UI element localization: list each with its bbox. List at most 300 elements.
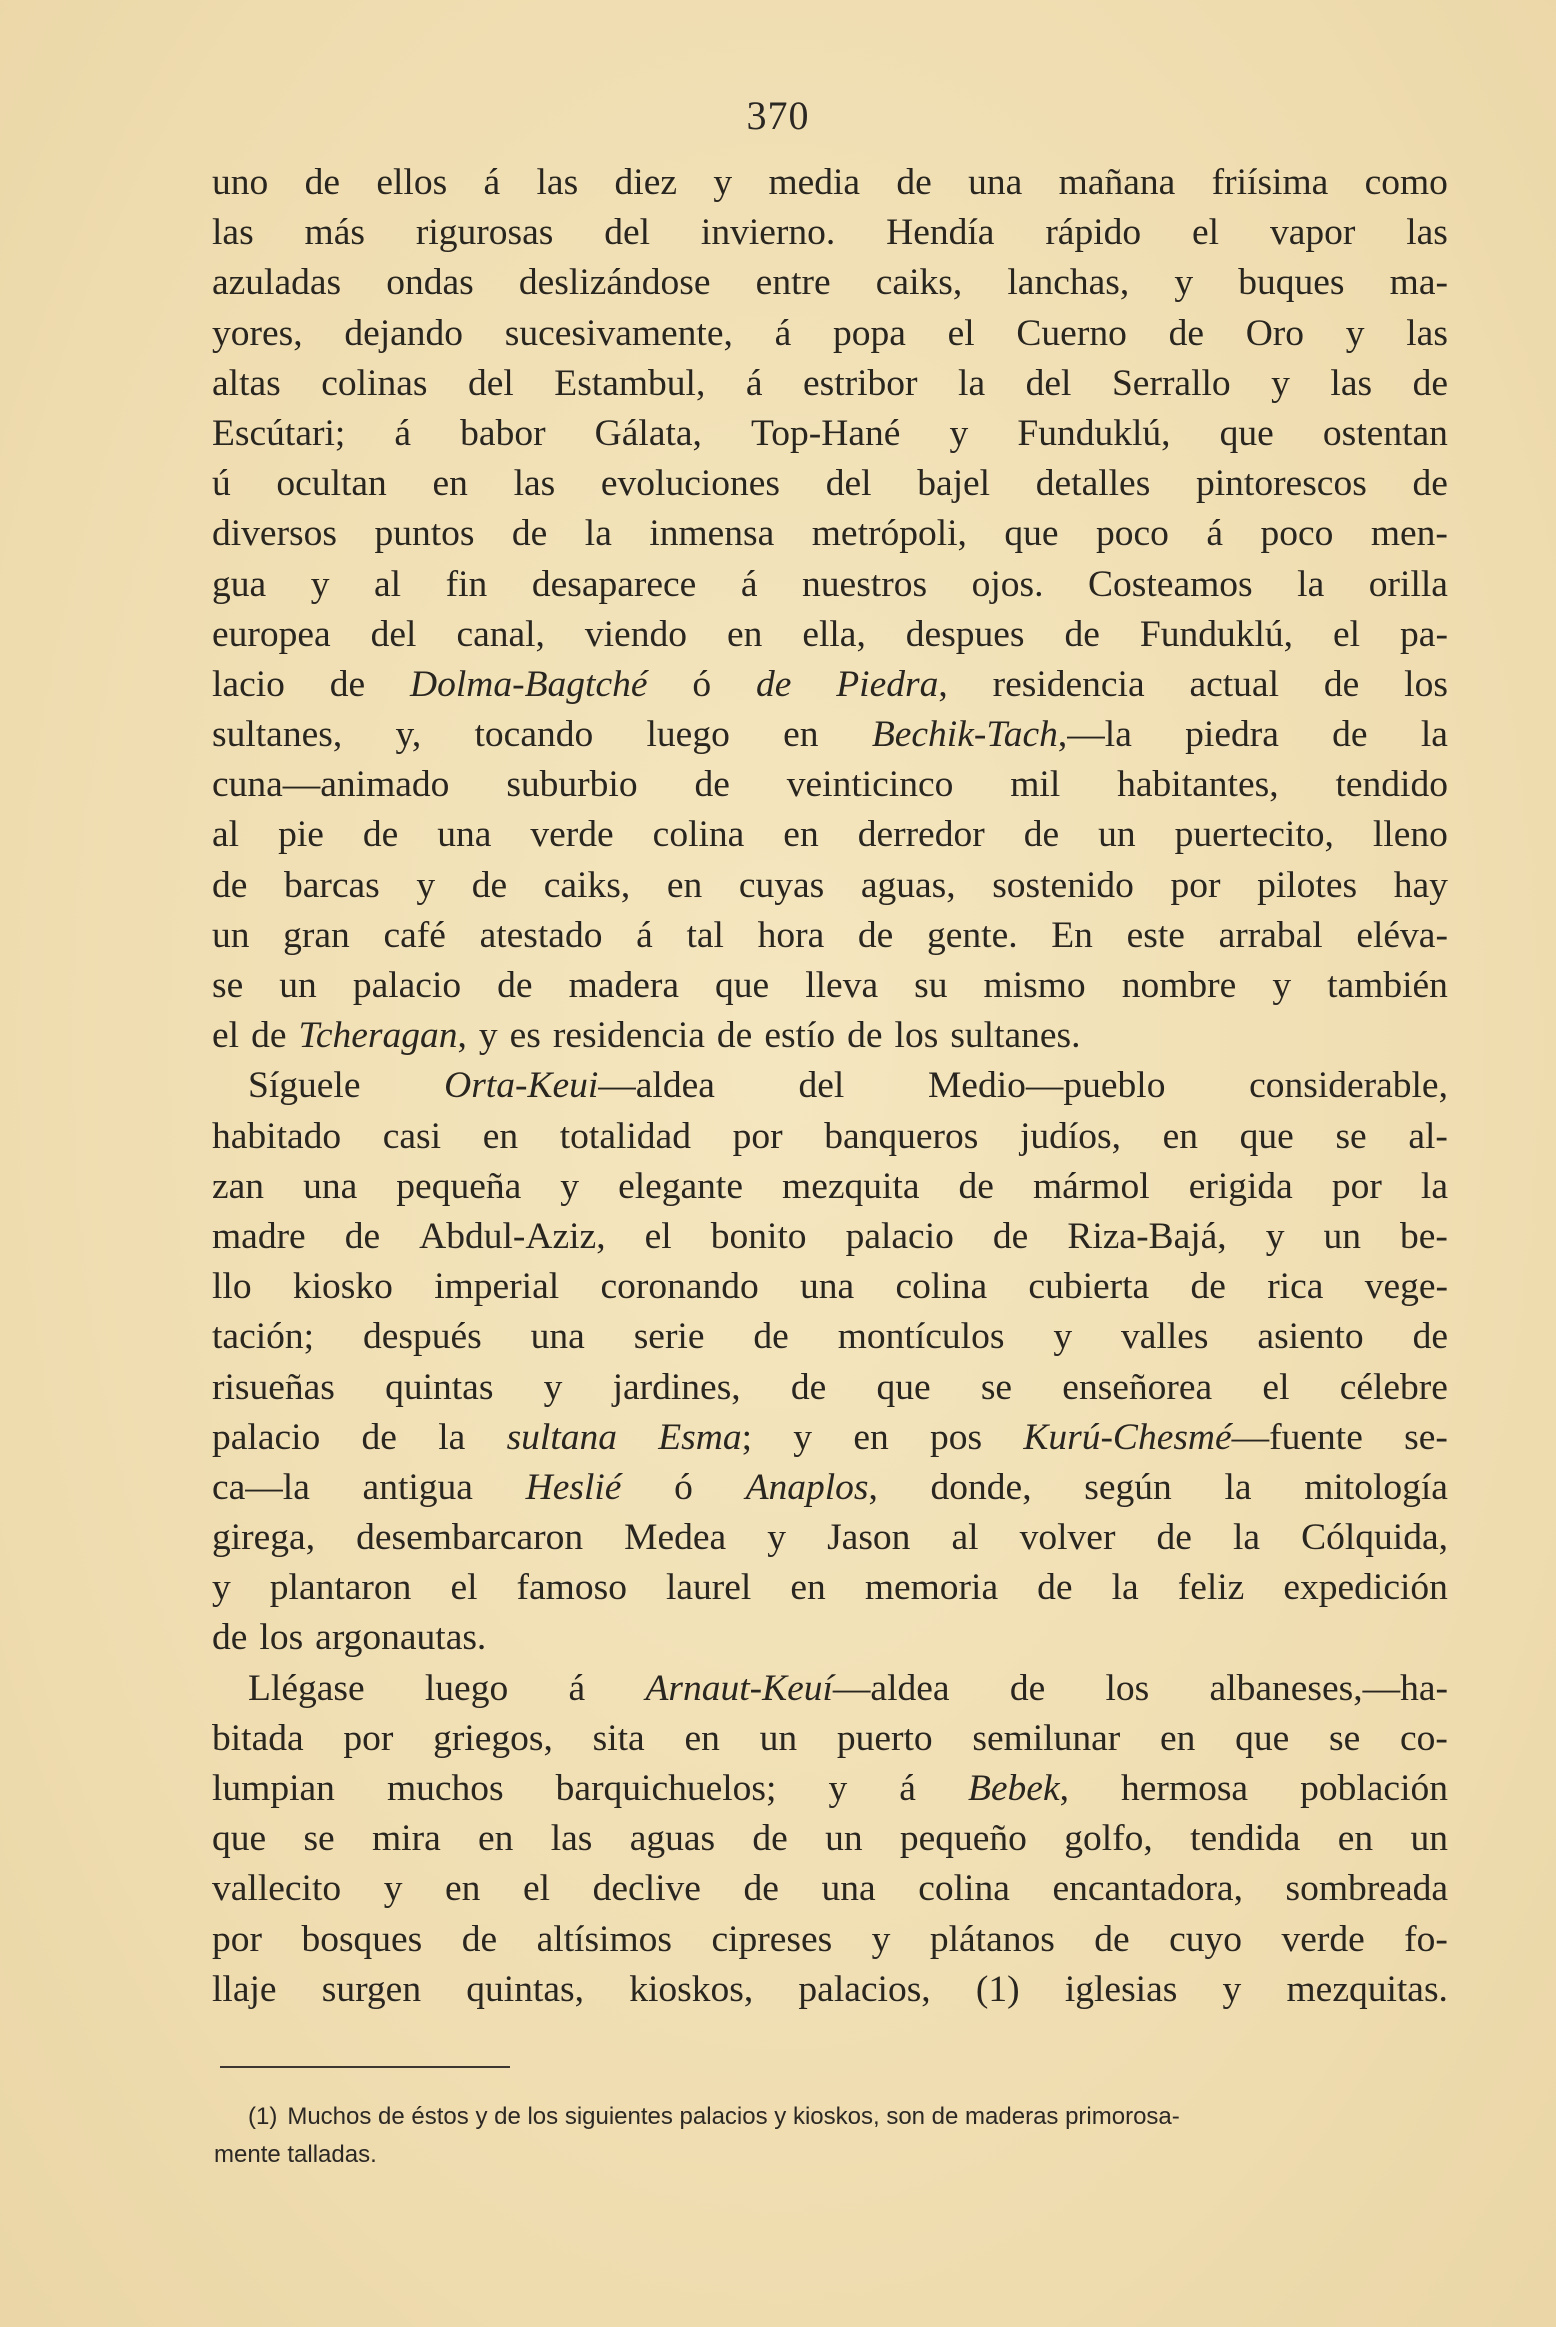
word: mil <box>1010 764 1061 806</box>
word: de <box>329 663 366 705</box>
word: las <box>1406 212 1448 254</box>
word: en <box>684 1717 720 1759</box>
word: de <box>1094 1918 1130 1960</box>
word: de <box>1023 814 1060 856</box>
word: europea <box>212 613 331 655</box>
text-line <box>212 1413 1448 1463</box>
word: este <box>1126 914 1185 956</box>
word: pie <box>278 814 324 856</box>
word: poco <box>1260 513 1334 555</box>
word: los <box>1105 1667 1150 1709</box>
word <box>756 660 791 710</box>
word: llaje <box>212 1968 277 2010</box>
word: colinas <box>321 362 428 404</box>
word: ellos <box>376 162 448 203</box>
word: tendida <box>1190 1818 1301 1860</box>
word: mitología <box>1304 1466 1448 1508</box>
word: de <box>461 1918 498 1960</box>
word: en <box>783 814 819 856</box>
word: Llégase <box>248 1667 365 1709</box>
word: tación; <box>212 1316 315 1358</box>
word: se- <box>1404 1416 1448 1458</box>
word: be- <box>1400 1215 1448 1257</box>
word: jardines, <box>612 1366 741 1408</box>
text-line <box>212 1664 1448 1714</box>
word: babor <box>460 412 546 454</box>
word: ella, <box>802 613 866 655</box>
word: de <box>694 764 730 806</box>
word: el <box>1262 1366 1290 1408</box>
italic-text: sultana <box>506 1416 617 1458</box>
word: de <box>857 914 894 956</box>
word: por <box>212 1918 262 1960</box>
word: de <box>1412 1316 1448 1358</box>
word: en <box>1159 1717 1196 1759</box>
word: Abdul-Aziz, <box>419 1215 606 1257</box>
word: Oro <box>1245 312 1305 354</box>
word: á <box>483 162 501 203</box>
word: hay <box>1393 864 1448 906</box>
word: Top-Hané <box>751 412 901 454</box>
word: lumpian <box>212 1768 335 1809</box>
word: girega, <box>212 1517 316 1559</box>
word: y <box>1271 362 1290 404</box>
word: suburbio <box>506 764 638 806</box>
word: de <box>1156 1517 1192 1559</box>
italic-text: de <box>755 663 792 705</box>
word: en <box>1337 1818 1374 1860</box>
word: mañana <box>1058 162 1176 203</box>
word: después <box>362 1316 482 1358</box>
word <box>507 1413 617 1463</box>
word: como <box>1364 162 1448 203</box>
word: de <box>1323 663 1360 705</box>
word: de <box>361 1416 397 1458</box>
word: una <box>968 162 1023 203</box>
word: quintas, <box>466 1968 584 2010</box>
word: á <box>899 1768 916 1809</box>
text-line <box>212 1112 1448 1162</box>
word: plantaron <box>269 1567 412 1609</box>
word: de <box>497 965 533 1006</box>
word: tendido <box>1335 764 1448 806</box>
word: Kurú-Chesmé—fuente <box>1023 1416 1363 1458</box>
word: al <box>374 563 402 605</box>
word: nombre <box>1121 965 1237 1006</box>
text-line <box>212 1764 1448 1814</box>
word: Bebek, <box>968 1768 1069 1809</box>
word: Estambul, <box>554 362 706 404</box>
word: de <box>344 1215 381 1257</box>
word: gua <box>212 563 267 605</box>
word: hermosa <box>1121 1768 1249 1809</box>
word: kiosko <box>292 1266 393 1308</box>
word: estío <box>764 1015 836 1057</box>
word: en <box>666 864 703 906</box>
word: uno <box>212 162 269 203</box>
word: ú <box>212 463 231 505</box>
word: el <box>644 1215 672 1257</box>
word: el <box>212 1015 240 1057</box>
word: de <box>790 1366 827 1408</box>
text-line <box>212 509 1448 559</box>
word: el <box>1192 212 1220 254</box>
word: puntos <box>374 513 475 555</box>
word: de <box>753 1316 789 1358</box>
word: mezquitas. <box>1286 1968 1448 2010</box>
word: quintas <box>385 1366 494 1408</box>
word: por <box>343 1717 394 1759</box>
word: coronando <box>600 1266 759 1308</box>
word: Tcheragan, <box>298 1015 467 1057</box>
word: la <box>1224 1466 1252 1508</box>
word: y <box>416 864 436 906</box>
word: que <box>1239 1115 1294 1157</box>
word: imperial <box>434 1266 560 1308</box>
word: y <box>1174 262 1194 304</box>
word: pilotes <box>1257 864 1358 906</box>
word: men- <box>1370 513 1448 555</box>
word: altas <box>212 362 281 404</box>
text-line <box>212 459 1448 509</box>
word: tal <box>686 914 724 956</box>
word: rápido <box>1045 212 1142 254</box>
word: veinticinco <box>786 764 954 806</box>
word: fo- <box>1404 1918 1448 1960</box>
word: Funduklú, <box>1139 613 1294 655</box>
text-line <box>212 1061 1448 1111</box>
word: atestado <box>479 914 603 956</box>
word: de <box>1412 463 1448 505</box>
word: del <box>798 1065 845 1107</box>
word: las <box>513 463 556 505</box>
word: á <box>745 362 763 404</box>
word: célebre <box>1339 1366 1448 1408</box>
word: friísima <box>1211 162 1329 203</box>
word: buques <box>1238 262 1345 304</box>
word: á <box>568 1667 586 1709</box>
word: judíos, <box>1019 1115 1122 1157</box>
word: las <box>1330 362 1373 404</box>
word: y <box>560 1165 580 1207</box>
word: kioskos, <box>629 1968 754 2010</box>
word: de <box>1064 613 1100 655</box>
word: los <box>259 1617 304 1659</box>
word: Medio—pueblo <box>927 1065 1166 1107</box>
word: montículos <box>837 1316 1005 1358</box>
word: de <box>362 814 399 856</box>
word: Arnaut-Keuí—aldea <box>645 1667 950 1709</box>
word: deslizándose <box>518 262 711 304</box>
word: la <box>584 513 612 555</box>
word: se <box>1329 1717 1361 1759</box>
word: que <box>212 1818 267 1860</box>
word: que <box>1004 513 1059 555</box>
word: pa- <box>1400 613 1448 655</box>
text-line <box>212 810 1448 860</box>
word: lanchas, <box>1007 262 1130 304</box>
word: famoso <box>516 1567 627 1609</box>
word: nuestros <box>802 563 928 605</box>
word: aguas <box>629 1818 716 1860</box>
word: laurel <box>665 1567 752 1609</box>
text-line <box>212 1212 1448 1262</box>
word: totalidad <box>559 1115 691 1157</box>
word: sombreada <box>1285 1868 1448 1910</box>
word: y, <box>395 714 422 756</box>
text-line <box>212 1011 1448 1061</box>
word: por <box>1170 864 1221 906</box>
word: la <box>1297 563 1325 605</box>
word: diversos <box>212 513 337 555</box>
word: una <box>800 1266 855 1308</box>
word: ojos. <box>971 563 1044 605</box>
word: y <box>1265 1215 1285 1257</box>
word: ma- <box>1389 262 1448 304</box>
word: palacio <box>845 1215 954 1257</box>
italic-text: Orta-Keui <box>444 1065 599 1107</box>
italic-text: Bebek <box>968 1768 1060 1809</box>
word: llo <box>212 1266 252 1308</box>
word: memoria <box>864 1567 999 1609</box>
word: en <box>432 463 468 505</box>
word: bonito <box>710 1215 807 1257</box>
word: inmensa <box>649 513 775 555</box>
word: Escútari; <box>212 412 346 454</box>
word: semilunar <box>972 1717 1121 1759</box>
word: en <box>1162 1115 1199 1157</box>
word: banqueros <box>824 1115 979 1157</box>
word: una <box>821 1868 876 1910</box>
word: iglesias <box>1064 1968 1178 2010</box>
word: y <box>543 1366 563 1408</box>
word: Bechik-Tach,—la <box>871 714 1132 756</box>
word: una <box>437 814 492 856</box>
word: de <box>752 1818 788 1860</box>
text-line <box>212 359 1448 409</box>
word: de <box>212 1617 248 1659</box>
word: golfo, <box>1064 1818 1153 1860</box>
word: de <box>1412 362 1448 404</box>
word: (1) <box>975 1968 1020 2010</box>
word: plátanos <box>929 1918 1055 1960</box>
text-line <box>212 1864 1448 1914</box>
word: cuyo <box>1169 1918 1243 1960</box>
word: del <box>370 613 417 655</box>
word: y <box>949 412 969 454</box>
word: griegos, <box>433 1717 553 1759</box>
word: azuladas <box>212 262 342 304</box>
word: caiks, <box>543 864 631 906</box>
word: erigida <box>1188 1165 1293 1207</box>
word: las <box>1406 312 1448 354</box>
word: zan <box>212 1165 265 1207</box>
word: en <box>478 1818 514 1860</box>
word: Hendía <box>886 212 995 254</box>
word: estribor <box>802 362 918 404</box>
word: desembarcaron <box>356 1517 584 1559</box>
word: al <box>212 814 240 856</box>
text-line <box>212 1915 1448 1965</box>
word: un <box>212 914 250 956</box>
word: de <box>471 864 508 906</box>
word: palacios, <box>798 1968 931 2010</box>
word: bitada <box>212 1717 304 1759</box>
word: por <box>732 1115 783 1157</box>
italic-text: Heslié <box>525 1466 622 1508</box>
word: por <box>1331 1165 1382 1207</box>
italic-text: Piedra <box>836 663 939 705</box>
word: Jason <box>827 1517 911 1559</box>
word: y <box>871 1918 891 1960</box>
word: barcas <box>284 864 380 906</box>
word: luego <box>646 714 730 756</box>
text-line <box>212 1312 1448 1362</box>
word: los <box>894 1015 939 1057</box>
word: pintorescos <box>1195 463 1367 505</box>
word: población <box>1300 1768 1448 1809</box>
word: del <box>467 362 514 404</box>
word: puerto <box>836 1717 933 1759</box>
word: del <box>825 463 872 505</box>
word: un <box>1323 1215 1361 1257</box>
word: un <box>279 965 317 1006</box>
word: barquichuelos; <box>555 1768 777 1809</box>
word: mira <box>372 1818 441 1860</box>
word: fin <box>445 563 488 605</box>
text-line <box>212 258 1448 308</box>
word: el <box>523 1868 551 1910</box>
word: y <box>383 1868 403 1910</box>
word: en <box>790 1567 826 1609</box>
word: y <box>1272 965 1292 1006</box>
text-line <box>212 1162 1448 1212</box>
word: pos <box>929 1416 983 1458</box>
text-line <box>212 409 1448 459</box>
word: risueñas <box>212 1366 335 1408</box>
word: un <box>825 1818 863 1860</box>
word: antigua <box>362 1466 473 1508</box>
word: su <box>914 965 948 1006</box>
italic-text: Tcheragan <box>298 1015 458 1057</box>
word: bosques <box>301 1918 423 1960</box>
word: hora <box>757 914 825 956</box>
word: y <box>1222 1968 1242 2010</box>
word: popa <box>832 312 906 354</box>
word: tocando <box>474 714 594 756</box>
word: en <box>853 1416 889 1458</box>
word: Medea <box>624 1517 727 1559</box>
word: luego <box>424 1667 509 1709</box>
word: Serrallo <box>1111 362 1231 404</box>
italic-text: Esma <box>658 1416 742 1458</box>
word: Riza-Bajá, <box>1067 1215 1227 1257</box>
word: cuna—animado <box>212 764 450 806</box>
word: caiks, <box>875 262 963 304</box>
word: Esma; <box>658 1416 753 1458</box>
footnote-rule <box>220 2066 510 2068</box>
word: y <box>1053 1316 1073 1358</box>
word: altísimos <box>536 1918 672 1960</box>
word: gran <box>283 914 350 956</box>
word: se <box>303 1818 335 1860</box>
word: diez <box>614 162 677 203</box>
word: colina <box>918 1868 1010 1910</box>
word: de <box>1037 1567 1073 1609</box>
word: colina <box>895 1266 988 1308</box>
word: mezquita <box>782 1165 920 1207</box>
word: de <box>743 1868 779 1910</box>
word: los <box>1404 663 1448 705</box>
word <box>410 660 647 710</box>
word: casi <box>382 1115 442 1157</box>
italic-text: Kurú-Chesmé <box>1023 1416 1232 1458</box>
word: valles <box>1121 1316 1209 1358</box>
word: madre <box>212 1215 306 1257</box>
word: dejando <box>344 312 464 354</box>
word: la <box>1232 1517 1261 1559</box>
word: un <box>1098 814 1136 856</box>
text-line <box>212 560 1448 610</box>
word: al <box>951 1517 979 1559</box>
word: las <box>212 212 254 254</box>
word: derredor <box>857 814 985 856</box>
word: residencia <box>992 663 1145 705</box>
body-text <box>212 158 1448 2015</box>
word: la <box>1420 1165 1448 1207</box>
word: y <box>1345 312 1365 354</box>
word: habitado <box>212 1115 342 1157</box>
word: las <box>536 162 579 203</box>
word: de <box>716 1015 753 1057</box>
word: á <box>774 312 792 354</box>
word: argonautas. <box>315 1617 487 1659</box>
word: también <box>1327 965 1448 1006</box>
word: aguas, <box>860 864 956 906</box>
word: de <box>1190 1266 1226 1308</box>
word: de <box>992 1215 1029 1257</box>
word: mismo <box>983 965 1086 1006</box>
word: una <box>530 1316 585 1358</box>
word: que <box>715 965 770 1006</box>
word: viendo <box>584 613 687 655</box>
word: la <box>438 1416 466 1458</box>
word: y <box>478 1015 498 1057</box>
word: á <box>394 412 412 454</box>
text-line <box>212 1714 1448 1764</box>
word: muchos <box>386 1768 504 1809</box>
word: donde, <box>930 1466 1032 1508</box>
text-line <box>212 911 1448 961</box>
word: gente. <box>927 914 1018 956</box>
word: á <box>740 563 758 605</box>
word: de <box>958 1165 994 1207</box>
word: encantadora, <box>1052 1868 1243 1910</box>
word: asiento <box>1257 1316 1364 1358</box>
word: y <box>713 162 733 203</box>
word: más <box>304 212 365 254</box>
word: rigurosas <box>415 212 554 254</box>
word: palacio <box>212 1416 321 1458</box>
word: Síguele <box>248 1065 361 1107</box>
word: el <box>450 1567 478 1609</box>
word: canal, <box>456 613 545 655</box>
word: habitantes, <box>1117 764 1279 806</box>
word: Gálata, <box>594 412 702 454</box>
word: Cuerno <box>1016 312 1127 354</box>
word: la <box>1111 1567 1139 1609</box>
word: la <box>958 362 986 404</box>
